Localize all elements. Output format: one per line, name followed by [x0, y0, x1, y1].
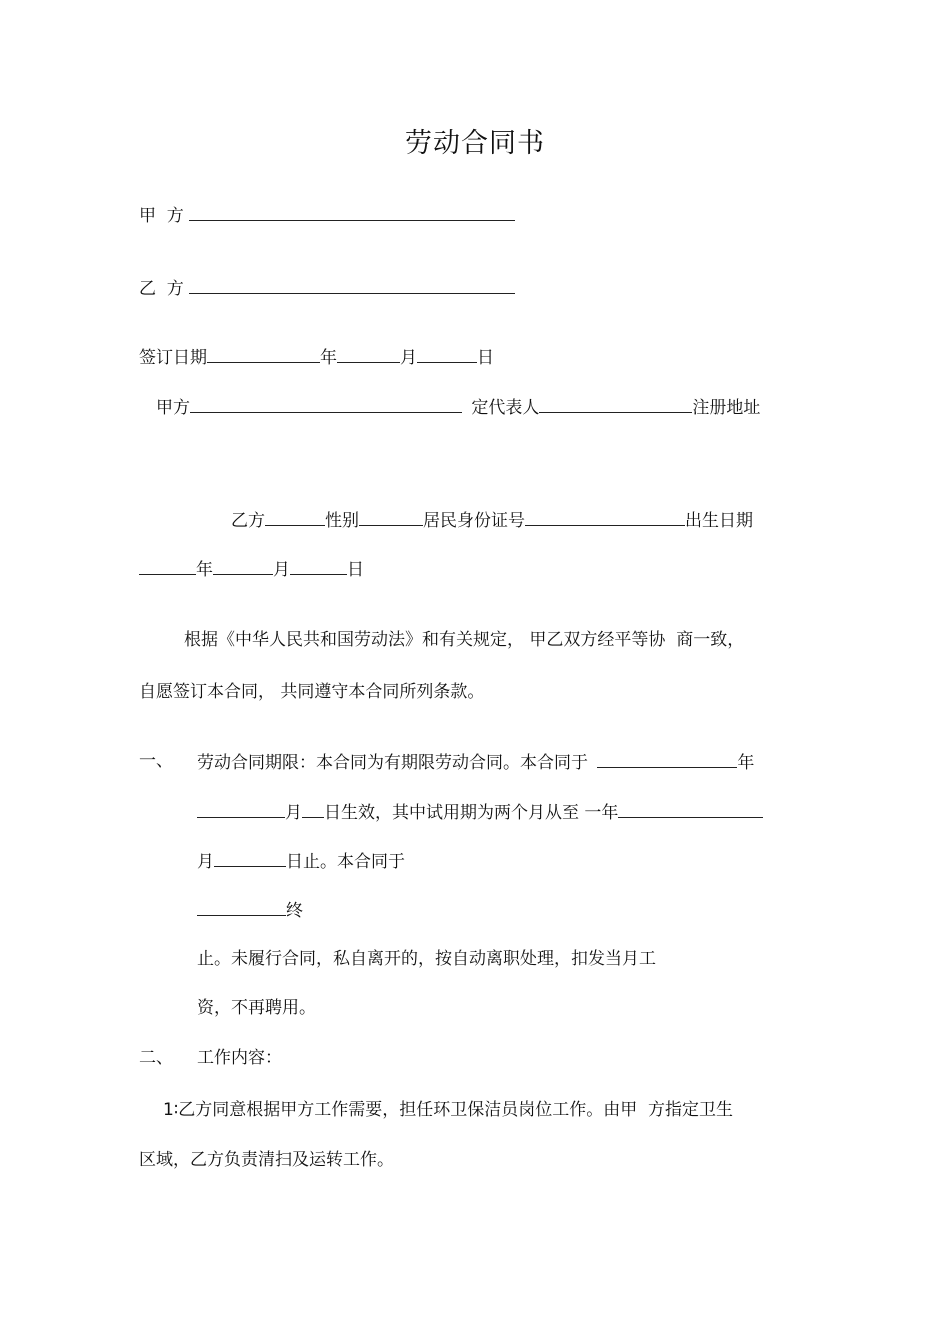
sign-month-label: 月 [400, 348, 417, 368]
birth-month-label: 月 [273, 560, 290, 580]
party-a-label: 甲 方 [139, 206, 184, 226]
end-day-blank[interactable] [214, 849, 286, 867]
start-month-blank[interactable] [197, 800, 285, 818]
section-1-line-2 [197, 800, 763, 824]
sign-day-blank[interactable] [417, 345, 477, 363]
section-1-line-3-text: 日止。本合同于 [286, 852, 405, 872]
section-2-item-1-line-1: 1∶乙方同意根据甲方工作需要，担任环卫保洁员岗位工作。由甲 方指定卫生 [163, 1100, 734, 1120]
party-a-name-blank[interactable] [190, 395, 462, 413]
party-b-label: 乙 方 [139, 279, 184, 299]
section-1-line-3 [197, 849, 405, 873]
termination-blank[interactable] [197, 898, 286, 916]
address-label: 注册地址 [692, 398, 761, 418]
birth-month-blank[interactable] [213, 557, 273, 575]
section-1-line-1-text: 劳动合同期限：本合同为有期限劳动合同。本合同于 [197, 753, 588, 773]
sign-date-label: 签订日期 [139, 348, 207, 368]
party-a-blank[interactable] [189, 203, 515, 221]
party-b-blank[interactable] [189, 276, 515, 294]
section-1-number: 一、 [139, 751, 173, 771]
start-year-label: 年 [737, 753, 755, 773]
party-b-name-blank[interactable] [265, 508, 325, 526]
party-a-info-line [156, 395, 760, 419]
section-2-item-1-line-2: 区域，乙方负责清扫及运转工作。 [139, 1150, 394, 1170]
legal-rep-blank[interactable] [539, 395, 692, 413]
party-a-info-label: 甲方 [156, 398, 190, 418]
gender-blank[interactable] [359, 508, 423, 526]
preamble-line-2: 自愿签订本合同， 共同遵守本合同所列条款。 [139, 682, 485, 702]
sign-year-label: 年 [320, 348, 337, 368]
section-1-line-2-text: 日生效，其中试用期为两个月从至 一年 [324, 803, 619, 823]
birth-day-blank[interactable] [290, 557, 347, 575]
section-2-number: 二、 [139, 1048, 173, 1068]
section-1-line-5: 止。未履行合同，私自离开的，按自动离职处理，扣发当月工 [197, 949, 656, 969]
id-number-label: 居民身份证号 [423, 511, 525, 531]
sign-day-label: 日 [477, 348, 494, 368]
start-year-blank[interactable] [597, 750, 737, 768]
birth-date-line [139, 557, 364, 581]
party-b-info-line [231, 508, 753, 532]
id-number-blank[interactable] [525, 508, 685, 526]
section-1-line-1 [197, 750, 754, 774]
page-title: 劳动合同书 [405, 128, 545, 159]
end-month-label: 月 [197, 852, 214, 872]
legal-rep-label: 定代表人 [471, 398, 540, 418]
party-b-line [139, 276, 515, 300]
birth-date-label: 出生日期 [685, 511, 753, 531]
birth-year-label: 年 [196, 560, 213, 580]
section-2-heading: 工作内容： [197, 1048, 282, 1068]
start-day-blank[interactable] [302, 800, 324, 818]
section-1-line-4-text: 终 [286, 901, 303, 921]
probation-end-blank[interactable] [618, 800, 763, 818]
party-a-line [139, 203, 515, 227]
birth-day-label: 日 [347, 560, 364, 580]
preamble-line-1: 根据《中华人民共和国劳动法》和有关规定， 甲乙双方经平等协 商一致， [184, 630, 745, 650]
start-month-label: 月 [285, 803, 302, 823]
sign-month-blank[interactable] [337, 345, 400, 363]
gender-label: 性别 [325, 511, 359, 531]
section-1-line-6: 资，不再聘用。 [197, 998, 316, 1018]
birth-year-blank[interactable] [139, 557, 196, 575]
section-1-line-4 [197, 898, 303, 922]
sign-date-line [139, 345, 494, 369]
party-b-info-label: 乙方 [231, 511, 265, 531]
sign-year-blank[interactable] [207, 345, 320, 363]
